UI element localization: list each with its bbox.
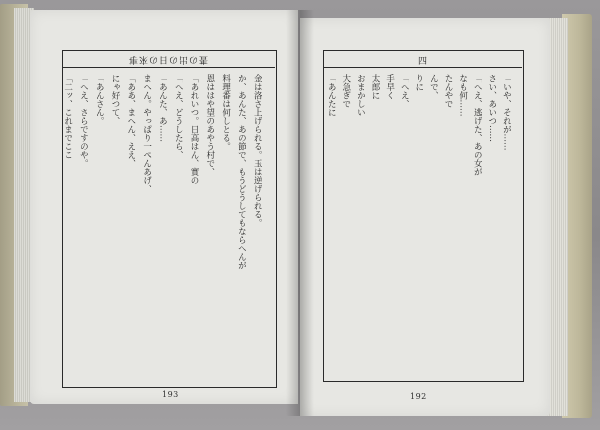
right-page-text-column: りに — [413, 74, 424, 91]
left-page-text-column: 金は洛さ上げられる。玉は逆げられる。 — [252, 74, 263, 227]
left-page-text-column: 「へえ、どうしたら、 — [173, 74, 184, 159]
left-page-text-column: か、あんた、あの節で、もうどうしてもならへんが — [236, 74, 247, 270]
right-page-text-column: おまかしい — [355, 74, 366, 117]
left-running-head: 晝の出の日の來事 — [128, 54, 209, 64]
left-page-text-column: 「あんさん。 — [94, 74, 105, 125]
left-page-text-column: 「あんた、あ…… — [157, 74, 168, 142]
left-page-number: 193 — [162, 390, 179, 399]
book-gutter — [286, 10, 314, 416]
right-page-text-column: たんやで — [443, 74, 453, 108]
right-running-head: 四 — [418, 57, 429, 67]
right-page-text-column: 「へえ、逃げた、あの女が — [472, 74, 483, 176]
right-page-text-column: 手早く — [384, 74, 395, 100]
right-page-text-column: 「へえ、 — [399, 74, 410, 108]
right-header-rule — [323, 67, 522, 68]
right-page-text-column: 「いや、それが…… — [501, 74, 512, 151]
right-page-text-column: 「あんたに — [326, 74, 337, 117]
left-page-text-column: 「ああ、まへん、ええ、 — [125, 74, 136, 168]
right-page-text-column: 太郎に — [370, 74, 380, 100]
right-page-text-column: さい、あいつ…… — [486, 74, 497, 142]
right-page-text-column: んで、 — [428, 74, 439, 100]
left-page-text-column: 「あれいつ。日高はん、實の — [189, 74, 199, 185]
left-page-text-column: まへん。やっぱり一ぺんあげ、 — [141, 74, 152, 193]
left-header-rule — [62, 67, 275, 68]
right-page-text-column: なも何…… — [457, 74, 468, 117]
left-page-text-column: 恩ははや望のあやう村で、 — [204, 74, 215, 176]
left-page-text-column: 料理番は何しとる。 — [220, 74, 231, 151]
right-page-number: 192 — [410, 392, 427, 401]
left-page-text-column: 「へえ、さらですのや。 — [78, 74, 89, 168]
left-page-text-column: 「二ッ、これまでここ — [62, 74, 73, 159]
left-page-text-column: にゃ好つて、 — [110, 74, 120, 125]
right-page-text-column: 大急ぎで — [340, 74, 351, 108]
